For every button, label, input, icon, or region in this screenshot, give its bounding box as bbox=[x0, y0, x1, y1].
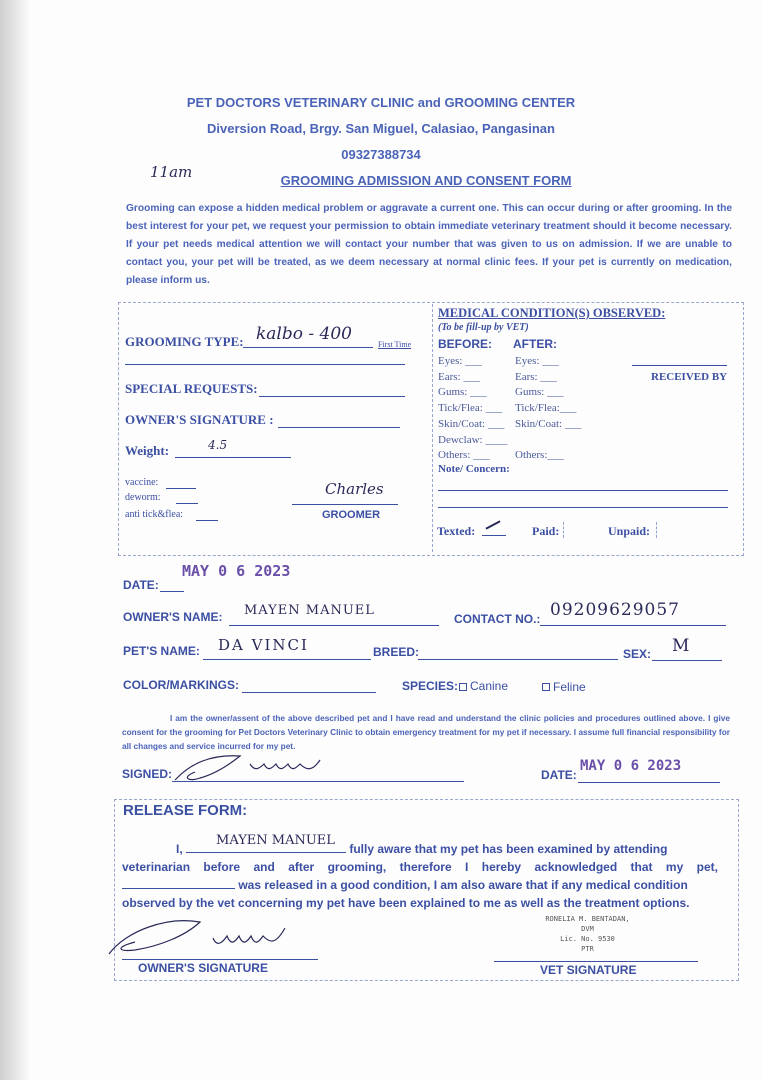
release-line-3: was released in a good condition, I am also aware that if any medical condition bbox=[122, 876, 718, 894]
box-divider bbox=[432, 304, 433, 552]
grooming-type-line bbox=[243, 346, 373, 348]
grooming-type-value: kalbo - 400 bbox=[256, 324, 352, 344]
vet-stamp bbox=[540, 914, 635, 954]
anti-tick-label: anti tick&flea: bbox=[125, 509, 184, 520]
sex-line bbox=[652, 659, 722, 661]
weight-line bbox=[175, 456, 291, 458]
breed-label: BREED: bbox=[373, 645, 420, 659]
note-line-2 bbox=[438, 506, 728, 508]
release-line-4: observed by the vet concerning my pet have been explained to me as well as the treatment options. bbox=[122, 896, 690, 910]
pet-name-line bbox=[203, 658, 371, 660]
feline-checkbox[interactable] bbox=[542, 683, 550, 691]
clinic-phone: 09327388734 bbox=[341, 147, 421, 162]
sex-label: SEX: bbox=[623, 647, 652, 661]
texted-line bbox=[482, 534, 506, 536]
species-label: SPECIES: bbox=[402, 679, 459, 693]
canine-label: Canine bbox=[470, 679, 509, 693]
note-line-1 bbox=[438, 489, 728, 491]
paid-box bbox=[563, 522, 564, 538]
deworm-label: deworm: bbox=[125, 492, 161, 503]
release-title: RELEASE FORM: bbox=[123, 802, 248, 819]
before-others: Others: ___ bbox=[438, 449, 490, 462]
release-name-value: MAYEN MANUEL bbox=[216, 833, 335, 848]
signed-label: SIGNED: bbox=[122, 767, 173, 781]
weight-label: Weight: bbox=[125, 443, 170, 458]
grooming-type-label: GROOMING TYPE: bbox=[125, 334, 244, 349]
paid-label: Paid: bbox=[532, 524, 560, 538]
handwritten-time: 11am bbox=[150, 163, 193, 181]
owner-name-label: OWNER'S NAME: bbox=[123, 610, 223, 624]
first-time-label: First Time bbox=[378, 340, 412, 349]
before-gums: Gums: ___ bbox=[438, 386, 487, 399]
breed-line bbox=[418, 658, 618, 660]
date-line bbox=[160, 590, 184, 592]
owner-name-line bbox=[229, 624, 439, 626]
vaccine-line bbox=[166, 487, 196, 489]
groomer-label: GROOMER bbox=[322, 509, 381, 521]
release-line-1: I, MAYEN MANUEL fully aware that my pet has been examined by attending bbox=[176, 833, 668, 856]
pet-name-label: PET'S NAME: bbox=[123, 644, 200, 658]
contact-value: 09209629057 bbox=[550, 600, 680, 620]
texted-label: Texted: bbox=[437, 524, 476, 538]
note-label: Note/ Concern: bbox=[438, 463, 510, 475]
before-skin: Skin/Coat: ___ bbox=[438, 417, 505, 430]
owner-signature-scribble bbox=[170, 744, 330, 786]
contact-label: CONTACT NO.: bbox=[454, 612, 541, 626]
after-tick: Tick/Flea:___ bbox=[515, 402, 577, 415]
canine-checkbox[interactable] bbox=[459, 683, 467, 691]
before-label: BEFORE: bbox=[438, 337, 492, 351]
anti-tick-line bbox=[196, 519, 218, 521]
sex-value: M bbox=[672, 636, 690, 656]
vet-signature-line bbox=[494, 960, 698, 962]
contact-line bbox=[540, 624, 726, 626]
owner-name-value: MAYEN MANUEL bbox=[244, 603, 375, 618]
before-dewclaw: Dewclaw: ____ bbox=[438, 433, 508, 446]
after-list bbox=[515, 354, 581, 464]
release-owner-signature-label: OWNER'S SIGNATURE bbox=[138, 961, 268, 975]
consent-date-stamp: MAY 0 6 2023 bbox=[580, 758, 682, 774]
consent-date-line bbox=[578, 781, 720, 783]
consent-text: I am the owner/assent of the above described pet and I have read and understand the clinic policies and procedures outlined above. I give consent for the grooming for Pet Doctors Veterinary Clinic to obtain emergency treatment for my pet if necessary. I assume full financial responsibility for all changes and service incurred for my pet. bbox=[122, 713, 730, 751]
release-owner-line bbox=[122, 958, 318, 960]
vet-ptr: PTR bbox=[581, 945, 594, 953]
form-title: GROOMING ADMISSION AND CONSENT FORM bbox=[280, 173, 572, 188]
vet-signature-label: VET SIGNATURE bbox=[540, 963, 637, 977]
intro-paragraph: Grooming can expose a hidden medical problem or aggravate a current one. This can occur during or after grooming. In the best interest for your pet, we request your permission to obtain immediate veterinary treatment should it become necessary. If your pet needs medical attention we will contact your number that was given to us on admission. If we are unable to contact you, your pet will be treated, as we deem necessary at normal clinic fees. If your pet is currently on medication, please inform us. bbox=[126, 203, 732, 286]
owner-signature-line bbox=[278, 426, 400, 428]
after-skin: Skin/Coat: ___ bbox=[515, 417, 582, 430]
release-line-2: veterinarian before and after grooming, therefore I hereby acknowledged that my pet, bbox=[122, 860, 718, 874]
owner-signature-label: OWNER'S SIGNATURE : bbox=[125, 412, 274, 427]
before-list bbox=[438, 354, 507, 464]
vaccine-label: vaccine: bbox=[125, 477, 159, 488]
before-tick: Tick/Flea: ___ bbox=[438, 402, 503, 415]
weight-value: 4.5 bbox=[208, 438, 228, 452]
groomer-line bbox=[292, 503, 398, 505]
deworm-line bbox=[176, 502, 198, 504]
after-eyes: Eyes: ___ bbox=[515, 355, 559, 367]
consent-date-label: DATE: bbox=[541, 768, 577, 782]
medical-subtitle: (To be fill-up by VET) bbox=[438, 322, 529, 333]
grooming-type-line-2 bbox=[125, 363, 405, 365]
after-ears: Ears: ___ bbox=[515, 370, 557, 383]
date-label: DATE: bbox=[123, 578, 159, 592]
pet-name-value: DA VINCI bbox=[218, 636, 309, 654]
clinic-name: PET DOCTORS VETERINARY CLINIC and GROOMING CENTER bbox=[186, 95, 576, 110]
date-stamp: MAY 0 6 2023 bbox=[182, 562, 291, 580]
color-line bbox=[242, 691, 376, 693]
clinic-address: Diversion Road, Brgy. San Miguel, Calasiao, Pangasinan bbox=[207, 121, 555, 136]
vet-license: Lic. No. 9530 bbox=[560, 935, 615, 943]
after-others: Others:___ bbox=[515, 449, 564, 462]
release-owner-signature-scribble bbox=[105, 908, 305, 960]
special-requests-line bbox=[259, 395, 405, 397]
special-requests-label: SPECIAL REQUESTS: bbox=[125, 381, 258, 396]
after-gums: Gums: ___ bbox=[515, 386, 564, 399]
received-by-label: RECEIVED BY bbox=[651, 371, 728, 383]
before-ears: Ears: ___ bbox=[438, 370, 480, 383]
vet-name: RONELIA M. BENTADAN, DVM bbox=[545, 915, 630, 933]
color-label: COLOR/MARKINGS: bbox=[123, 678, 239, 692]
release-body bbox=[122, 833, 718, 912]
feline-label: Feline bbox=[553, 680, 586, 694]
medical-title: MEDICAL CONDITION(S) OBSERVED: bbox=[438, 306, 666, 320]
groomer-signature: Charles bbox=[325, 480, 384, 498]
unpaid-box bbox=[656, 522, 657, 538]
scan-edge-shadow bbox=[0, 0, 30, 1080]
before-eyes: Eyes: ___ bbox=[438, 355, 482, 367]
after-label: AFTER: bbox=[513, 337, 557, 351]
received-by-line bbox=[632, 364, 727, 366]
unpaid-label: Unpaid: bbox=[608, 524, 651, 538]
